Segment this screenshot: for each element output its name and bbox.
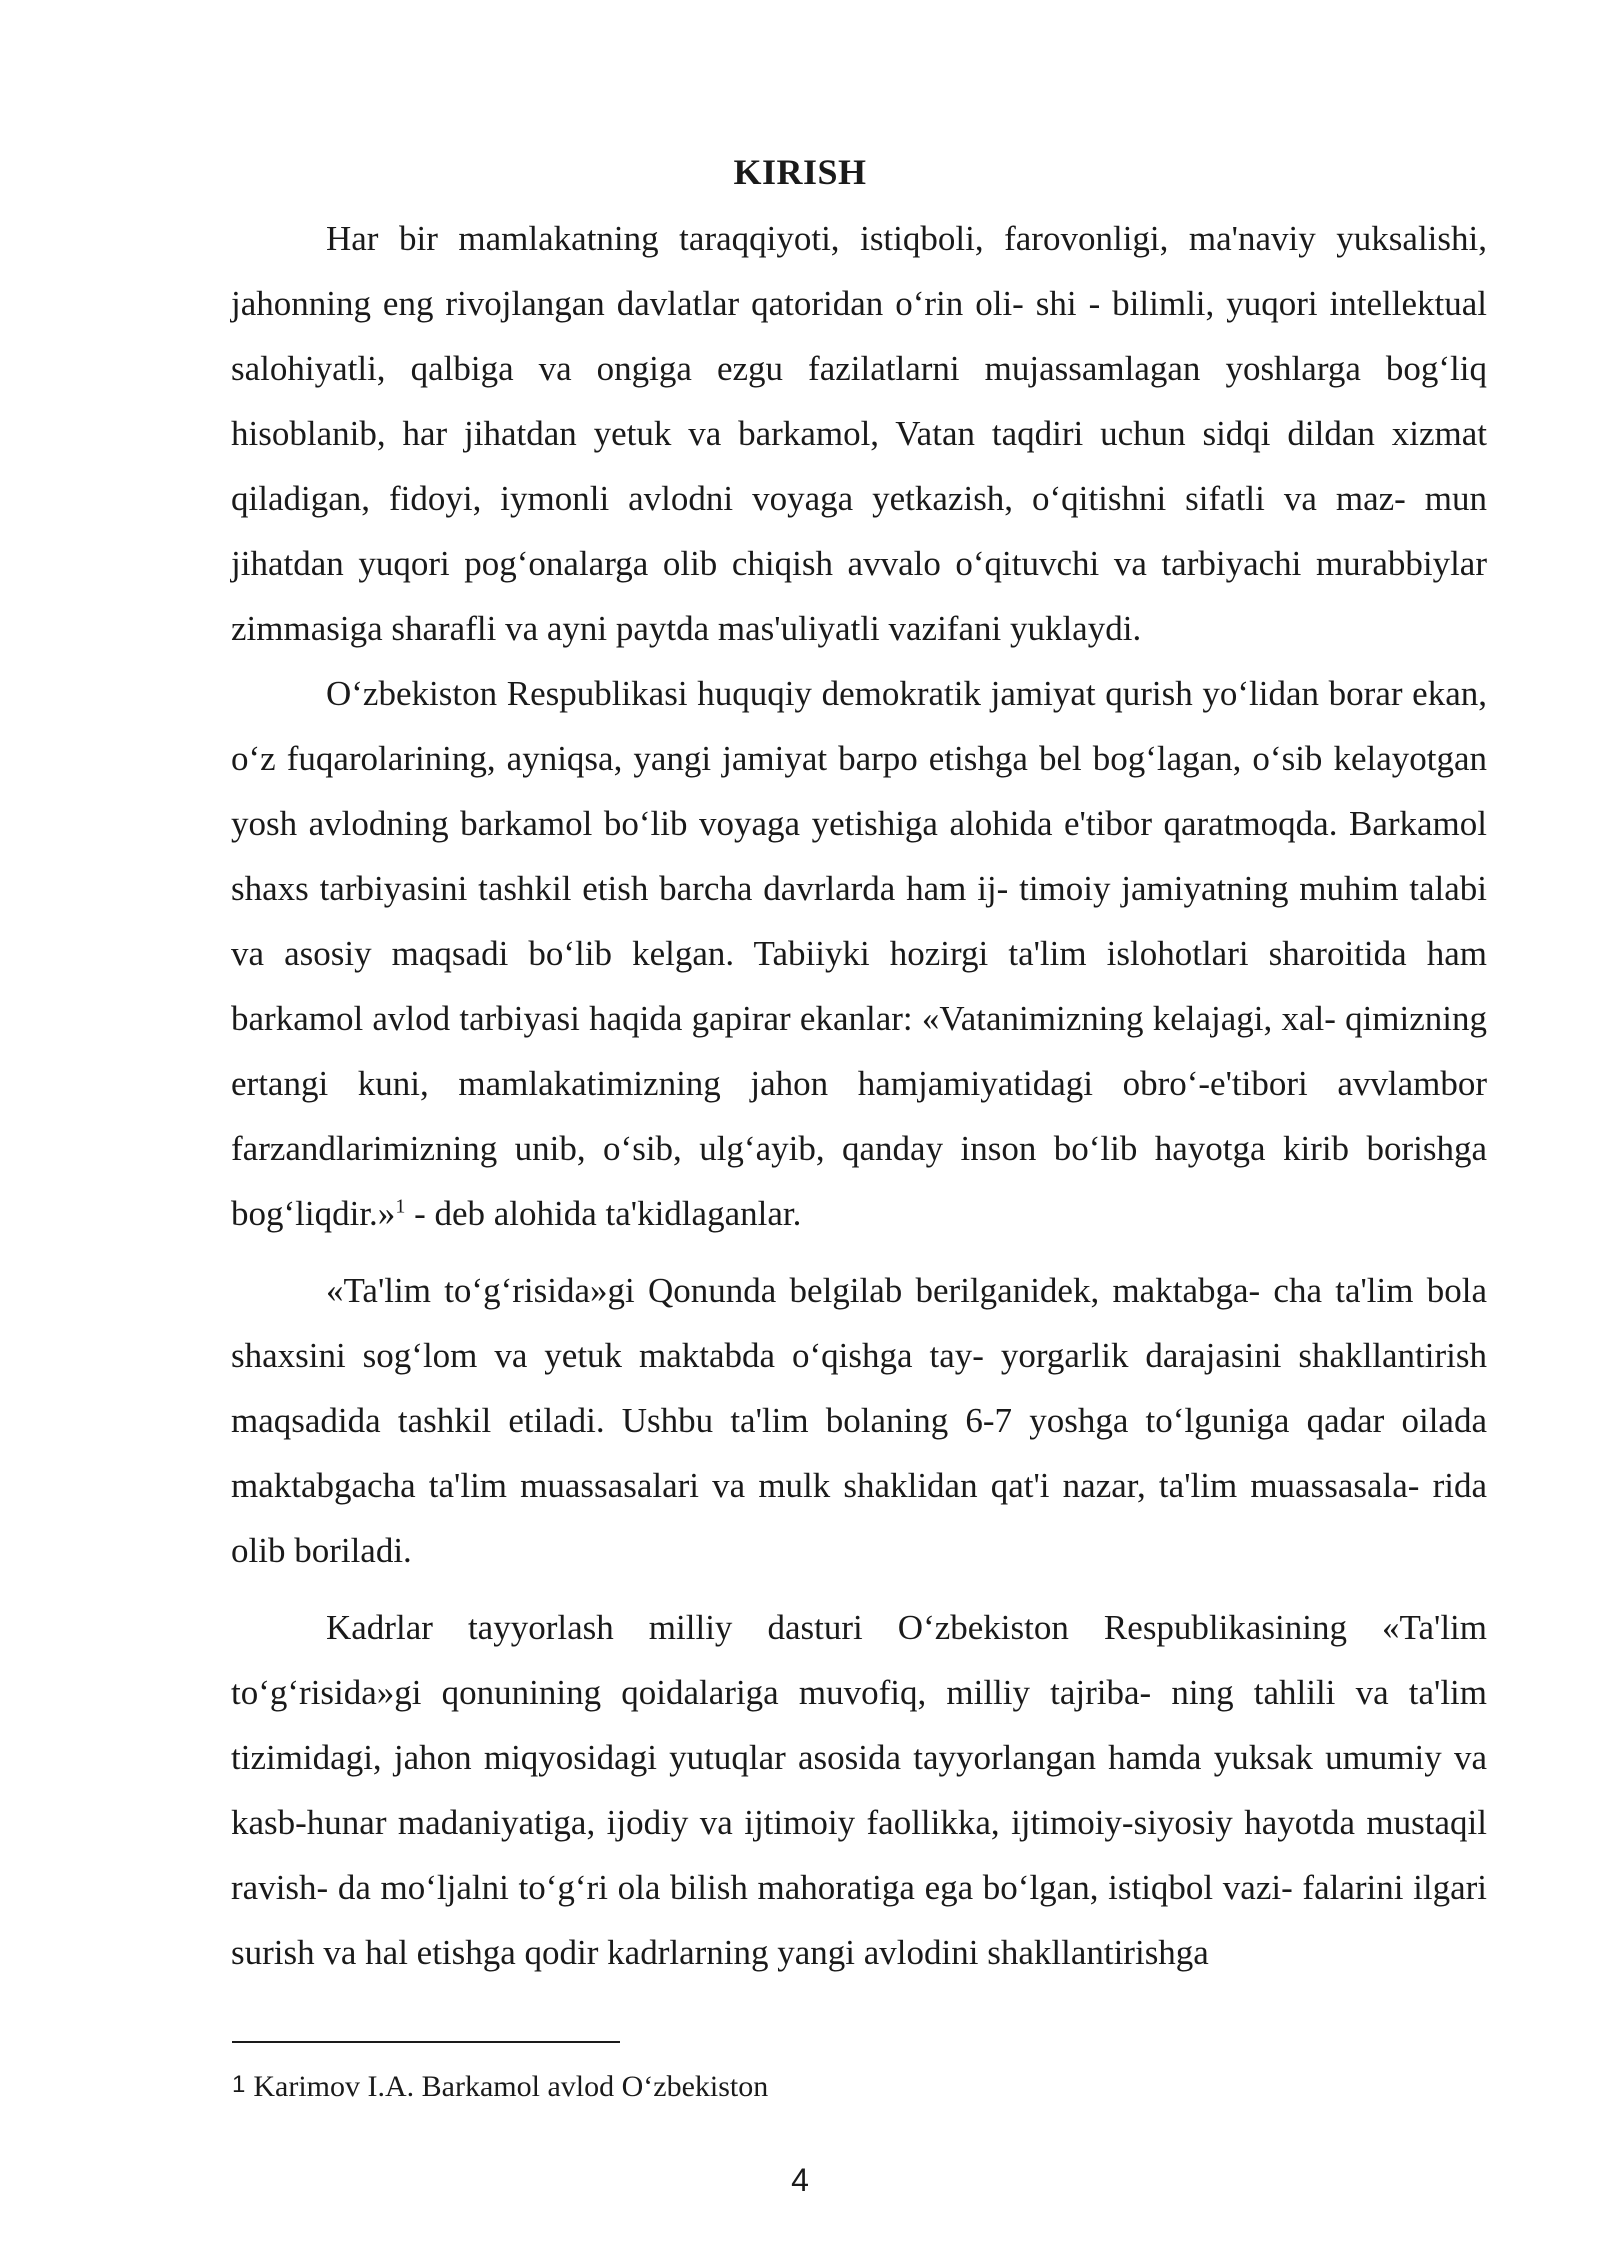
- paragraph-2-text: O‘zbekiston Respublikasi huquqiy demokratik jamiyat qurish yo‘lidan borar ekan, o‘z fuqarolarining, ayniqsa, yangi jamiyat barpo etishga bel bog‘lagan, o‘sib kelayotgan yosh avlodning barkamol bo‘lib voyaga yetishiga alohida e'tibor qaratmoqda. Barkamol shaxs tarbiyasini tashkil etish barcha davrlarda ham ij- timoiy jamiyatning muhim talabi va asosiy maqsadi bo‘lib kelgan. Tabiiyki hozirgi ta'lim islohotlari sharoitida ham barkamol avlod tarbiyasi haqida gapirar ekanlar: «Vatanimizning kelajagi, xal- qimizning ertangi kuni, mamlakatimizning jahon hamjamiyatidagi obro‘-e'tibori avvlambor farzandlarimizning unib, o‘sib, ulg‘ayib, qanday inson bo‘lib hayotga kirib borishga bog‘liqdir.»: [231, 674, 1487, 1233]
- page-title: KIRISH: [733, 152, 867, 192]
- paragraph-2-tail: - deb alohida ta'kidlaganlar.: [405, 1194, 802, 1233]
- paragraph-1: Har bir mamlakatning taraqqiyoti, istiqboli, farovonligi, ma'naviy yuksalishi, jahonning eng rivojlangan davlatlar qatoridan o‘rin oli- shi - bilimli, yuqori intellektual salohiyatli, qalbiga va ongiga ezgu fazilatlarni mujassamlagan yoshlarga bog‘liq hisoblanib, har jihatdan yetuk va barkamol, Vatan taqdiri uchun sidqi dildan xizmat qiladigan, fidoyi, iymonli avlodni voyaga yetkazish, o‘qitishni sifatli va maz- mun jihatdan yuqori pog‘onalarga olib chiqish avvalo o‘qituvchi va tarbiyachi murabbiylar zimmasiga sharafli va ayni paytda mas'uliyatli vazifani yuklaydi.: [231, 219, 1487, 648]
- footnote-separator: [232, 2041, 620, 2043]
- page-number: 4: [791, 2162, 809, 2198]
- paragraph-2: [231, 661, 1487, 1246]
- paragraph-3: «Ta'lim to‘g‘risida»gi Qonunda belgilab berilganidek, maktabga- cha ta'lim bola shaxsini sog‘lom va yetuk maktabda o‘qishga tay- yorgarlik darajasini shakllantirish maqsadida tashkil etiladi. Ushbu ta'lim bolaning 6-7 yoshga to‘lguniga qadar oilada maktabgacha ta'lim muassasalari va mulk shaklidan qat'i nazar, ta'lim muassasala- rida olib boriladi.: [231, 1271, 1487, 1570]
- footnote-text: Karimov I.A. Barkamol avlod O‘zbekiston: [253, 2070, 769, 2103]
- paragraph-4: Kadrlar tayyorlash milliy dasturi O‘zbekiston Respublikasining «Ta'lim to‘g‘risida»gi qonunining qoidalariga muvofiq, milliy tajriba- ning tahlili va ta'lim tizimidagi, jahon miqyosidagi yutuqlar asosida tayyorlangan hamda yuksak umumiy va kasb-hunar madaniyatiga, ijodiy va ijtimoiy faollikka, ijtimoiy-siyosiy hayotda mustaqil ravish- da mo‘ljalni to‘g‘ri ola bilish mahoratiga ega bo‘lgan, istiqbol vazi- falarini ilgari surish va hal etishga qodir kadrlarning yangi avlodini shakllantirishga: [231, 1608, 1487, 1972]
- footnote-number: 1: [232, 2071, 246, 2098]
- body-text: [231, 206, 1487, 1985]
- footnote: [232, 2066, 768, 2106]
- footnote-reference[interactable]: 1: [395, 1195, 406, 1218]
